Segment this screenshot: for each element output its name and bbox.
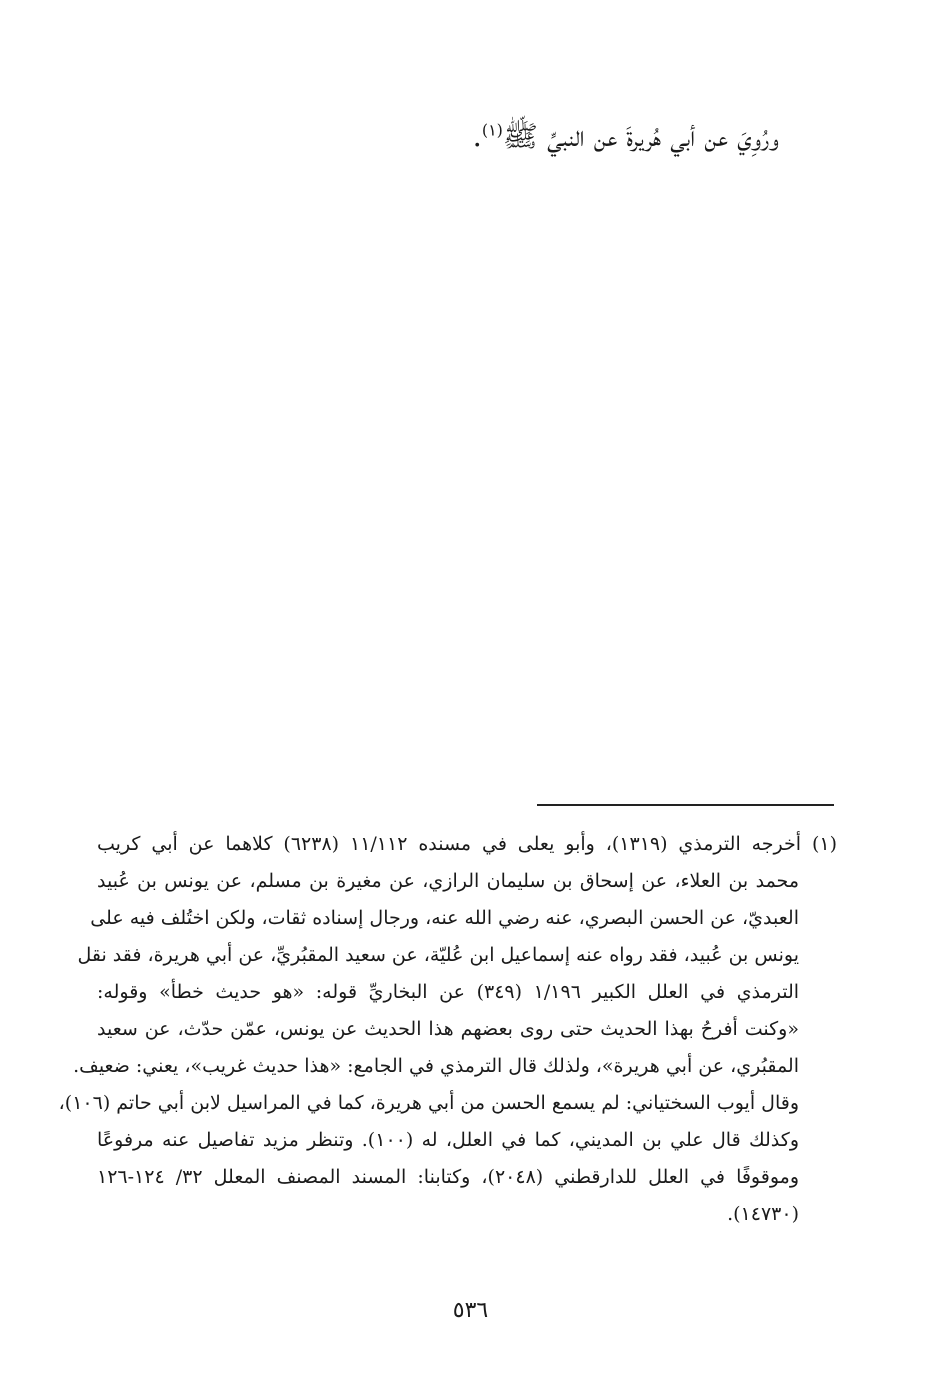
footnote-line: محمد بن العلاء، عن إسحاق بن سليمان الرازي، عن مغيرة بن مسلم، عن يونس بن عُبيد [97,870,799,892]
footnote-divider [537,804,834,806]
main-text-end: . [472,119,482,153]
footnote-line: (١) أخرجه الترمذي (١٣١٩)، وأبو يعلى في مسنده ١١/١١٢ (٦٢٣٨) كلاهما عن أبي كريب [97,833,837,855]
footnote-line: المقبُري، عن أبي هريرة»، ولذلك قال الترمذي في الجامع: «هذا حديث غريب»، يعني: ضعيف. [73,1055,799,1077]
footnote-block [58,826,837,1233]
footnote-line: وموقوفًا في العلل للدارقطني (٢٠٤٨)، وكتابنا: المسند المصنف المعلل ٣٢/ ١٢٤-١٢٦ [97,1166,800,1188]
page-number: ٥٣٦ [452,1298,489,1323]
main-text [139,112,779,160]
footnote-line: (١٤٧٣٠). [727,1203,799,1225]
footnote-line: العبديّ، عن الحسن البصري، عنه رضي الله عنه، ورجال إسناده ثقات، ولكن اختُلف فيه على [90,907,799,929]
footnote-line: الترمذي في العلل الكبير ١/١٩٦ (٣٤٩) عن البخاريِّ قوله: «هو حديث خطأ» وقوله: [97,981,800,1003]
footnote-line: وقال أيوب السختياني: لم يسمع الحسن من أبي هريرة، كما في المراسيل لابن أبي حاتم (١٠٦)، [58,1092,799,1114]
main-text-body: ورُوِيَ عن أبي هُريرةَ عن النبيِّ ﷺ [502,119,779,153]
footnote-line: يونس بن عُبيد، فقد رواه عنه إسماعيل ابن عُليّة، عن سعيد المقبُريِّ، عن أبي هريرة، فقد نقل [77,944,799,966]
footnote-line: «وكنت أفرحُ بهذا الحديث حتى روى بعضهم هذا الحديث عن يونس، عمّن حدّث، عن سعيد [97,1018,799,1040]
footnote-marker: (١) [481,120,503,140]
footnote-line: وكذلك قال علي بن المديني، كما في العلل، له (١٠٠). وتنظر مزيد تفاصيل عنه مرفوعًا [97,1129,799,1151]
